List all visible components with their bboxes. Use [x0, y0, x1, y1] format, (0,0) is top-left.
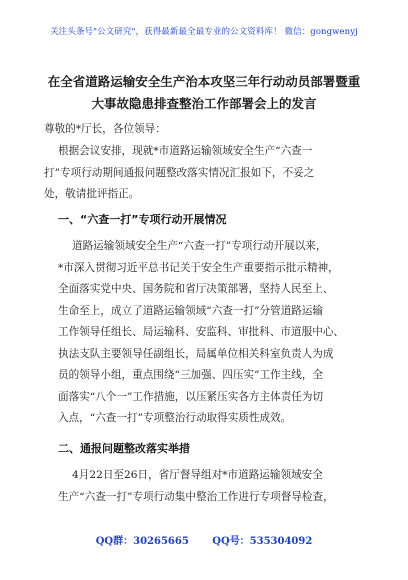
section-1-line: 全面落实党中央、国务院和省厅决策部署，坚持人民至上、 — [58, 283, 334, 295]
section-1-line: 道路运输领域安全生产“六查一打”专项行动开展以来， — [72, 240, 327, 252]
section-1-line: 工作领导任组长、局运输科、安监科、审批科、市道服中心、 — [58, 326, 345, 338]
section-2-line: 生产“六查一打”专项行动集中整治工作进行专项督导检查， — [58, 490, 334, 503]
section-2-heading: 二、通报问题整改落实举措 — [58, 442, 190, 455]
contact-footer — [0, 532, 408, 547]
salutation — [44, 119, 344, 141]
section-1-line: *市深入贯彻习近平总书记关于安全生产重要指示批示精神， — [58, 261, 339, 274]
intro-paragraph — [44, 141, 358, 206]
salutation-text: 尊敬的*厅长，各位领导： — [44, 123, 166, 135]
intro-line: 处，敬请批评指正。 — [44, 188, 140, 200]
section-1-line: 入点，“六查一打”专项整治行动取得实质性成效。 — [58, 412, 292, 424]
intro-line: 打”专项行动期间通报问题整改落实情况汇报如下，不妥之 — [44, 166, 315, 179]
section-1-line: 执法支队主要领导任副组长，局属单位相关科室负责人为成 — [58, 347, 334, 360]
qq-number-link[interactable]: QQ号：535304092 — [212, 536, 313, 547]
section-2-line: 4月22日至26日，省厅督导组对*市道路运输领域安全 — [72, 469, 323, 481]
section-2-paragraph — [58, 465, 372, 508]
section-1-paragraph — [58, 236, 372, 430]
intro-line: 根据会议安排，现就*市道路运输领域安全生产“六查一 — [58, 145, 313, 157]
section-1-line: 员的领导小组，重点围绕“三加强、四压实”工作主线，全 — [58, 369, 324, 381]
section-1-heading: 一、“六查一打”专项行动开展情况 — [58, 213, 227, 226]
section-1-line: 生命至上，成立了道路运输领域“六查一打”分管道路运输 — [58, 304, 324, 317]
promo-header: 关注头条号"公文研究"，获得最新最全最专业的公文资料库！ 微信：gongwenyj — [50, 27, 358, 37]
document-title-line-2: 大事故隐患排查整治工作部署会上的发言 — [91, 96, 317, 111]
document-title-line-1: 在全省道路运输安全生产治本攻坚三年行动动员部署暨重 — [47, 74, 361, 89]
qq-group-link[interactable]: QQ群：30265665 — [95, 536, 189, 547]
section-1-line: 面落实“八个一”工作措施，以压紧压实各方主体责任为切 — [58, 390, 324, 403]
